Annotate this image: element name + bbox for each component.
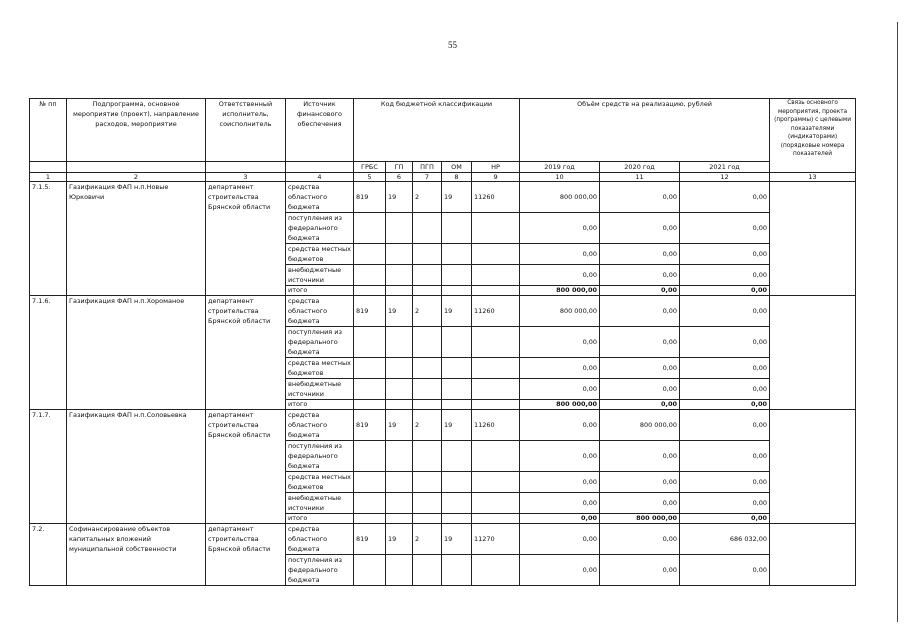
value-2021: 0,00 bbox=[680, 213, 770, 244]
value-2019: 0,00 bbox=[520, 472, 600, 493]
value-2021: 0,00 bbox=[680, 379, 770, 400]
source-label: средства областного бюджета bbox=[286, 524, 354, 555]
link-cell bbox=[770, 296, 856, 410]
code-nr: 11260 bbox=[472, 410, 520, 441]
item-executor: департамент строительства Брянской области bbox=[206, 296, 286, 410]
header-no: № пп bbox=[30, 99, 67, 162]
source-label: поступления из федерального бюджета bbox=[286, 441, 354, 472]
column-number: 12 bbox=[680, 173, 770, 182]
source-label: поступления из федерального бюджета bbox=[286, 327, 354, 358]
source-label: итого bbox=[286, 514, 354, 524]
value-2021: 0,00 bbox=[680, 441, 770, 472]
header-2020: 2020 год bbox=[600, 162, 680, 173]
source-label: внебюджетные источники bbox=[286, 493, 354, 514]
column-number: 7 bbox=[413, 173, 442, 182]
code-nr: 11260 bbox=[472, 296, 520, 327]
header-2019: 2019 год bbox=[520, 162, 600, 173]
code-gp: 19 bbox=[386, 410, 413, 441]
source-label: средства местных бюджетов bbox=[286, 472, 354, 493]
item-number: 7.2. bbox=[30, 524, 67, 586]
column-number: 5 bbox=[354, 173, 386, 182]
value-2021: 0,00 bbox=[680, 358, 770, 379]
column-number: 9 bbox=[472, 173, 520, 182]
value-2021: 0,00 bbox=[680, 265, 770, 286]
item-name: Софинансирование объектов капитальных вложений муниципальной собственности bbox=[67, 524, 206, 586]
value-2020: 0,00 bbox=[600, 441, 680, 472]
total-2019: 800 000,00 bbox=[520, 286, 600, 296]
value-2019: 0,00 bbox=[520, 441, 600, 472]
value-2020: 0,00 bbox=[600, 358, 680, 379]
source-label: средства областного бюджета bbox=[286, 296, 354, 327]
value-2020: 0,00 bbox=[600, 493, 680, 514]
value-2020: 0,00 bbox=[600, 213, 680, 244]
code-gp: 19 bbox=[386, 182, 413, 213]
code-grbs: 819 bbox=[354, 524, 386, 555]
value-2021: 0,00 bbox=[680, 327, 770, 358]
total-2021: 0,00 bbox=[680, 286, 770, 296]
total-2020: 0,00 bbox=[600, 400, 680, 410]
value-2021: 0,00 bbox=[680, 182, 770, 213]
code-pgp: 2 bbox=[413, 182, 442, 213]
total-2021: 0,00 bbox=[680, 514, 770, 524]
value-2021: 0,00 bbox=[680, 493, 770, 514]
value-2019: 800 000,00 bbox=[520, 182, 600, 213]
value-2021: 686 032,00 bbox=[680, 524, 770, 555]
source-label: итого bbox=[286, 400, 354, 410]
header-executor: Ответственный исполнитель, соисполнитель bbox=[206, 99, 286, 162]
value-2019: 0,00 bbox=[520, 379, 600, 400]
item-name: Газификация ФАП н.п.Новые Юрковичи bbox=[67, 182, 206, 296]
item-executor: департамент строительства Брянской области bbox=[206, 410, 286, 524]
code-grbs: 819 bbox=[354, 296, 386, 327]
value-2020: 0,00 bbox=[600, 265, 680, 286]
total-2020: 800 000,00 bbox=[600, 514, 680, 524]
code-nr: 11270 bbox=[472, 524, 520, 555]
value-2021: 0,00 bbox=[680, 472, 770, 493]
source-label: внебюджетные источники bbox=[286, 379, 354, 400]
header-subprogram: Подпрограмма, основное мероприятие (проект), направление расходов, мероприятие bbox=[67, 99, 206, 162]
item-executor: департамент строительства Брянской области bbox=[206, 182, 286, 296]
column-number-row bbox=[30, 173, 856, 182]
column-number: 6 bbox=[386, 173, 413, 182]
total-2020: 0,00 bbox=[600, 286, 680, 296]
header-pgp: ПГП bbox=[413, 162, 442, 173]
value-2019: 0,00 bbox=[520, 493, 600, 514]
value-2019: 0,00 bbox=[520, 265, 600, 286]
value-2021: 0,00 bbox=[680, 244, 770, 265]
value-2020: 0,00 bbox=[600, 379, 680, 400]
item-number: 7.1.7. bbox=[30, 410, 67, 524]
value-2019: 0,00 bbox=[520, 524, 600, 555]
code-pgp: 2 bbox=[413, 410, 442, 441]
value-2020: 0,00 bbox=[600, 296, 680, 327]
header-om: ОМ bbox=[442, 162, 472, 173]
value-2020: 0,00 bbox=[600, 244, 680, 265]
header-source: Источник финансового обеспечения bbox=[286, 99, 354, 162]
table-row bbox=[30, 410, 856, 441]
column-number: 13 bbox=[770, 173, 856, 182]
value-2021: 0,00 bbox=[680, 296, 770, 327]
source-label: средства местных бюджетов bbox=[286, 244, 354, 265]
column-number: 4 bbox=[286, 173, 354, 182]
header-link: Связь основного мероприятия, проекта (программы) с целевыми показателями (индикаторами) (порядковые номера показателей bbox=[770, 99, 856, 173]
total-2019: 800 000,00 bbox=[520, 400, 600, 410]
source-label: средства местных бюджетов bbox=[286, 358, 354, 379]
source-label: средства областного бюджета bbox=[286, 410, 354, 441]
source-label: внебюджетные источники bbox=[286, 265, 354, 286]
total-2019: 0,00 bbox=[520, 514, 600, 524]
total-2021: 0,00 bbox=[680, 400, 770, 410]
column-number: 3 bbox=[206, 173, 286, 182]
code-pgp: 2 bbox=[413, 524, 442, 555]
item-name: Газификация ФАП н.п.Соловьевка bbox=[67, 410, 206, 524]
item-name: Газификация ФАП н.п.Хороманое bbox=[67, 296, 206, 410]
link-cell bbox=[770, 524, 856, 586]
header-grbs: ГРБС bbox=[354, 162, 386, 173]
code-om: 19 bbox=[442, 182, 472, 213]
column-number: 11 bbox=[600, 173, 680, 182]
value-2019: 0,00 bbox=[520, 555, 600, 586]
column-number: 2 bbox=[67, 173, 206, 182]
scan-edge-line bbox=[897, 22, 898, 622]
table-row bbox=[30, 524, 856, 555]
code-gp: 19 bbox=[386, 296, 413, 327]
source-label: поступления из федерального бюджета bbox=[286, 213, 354, 244]
value-2020: 0,00 bbox=[600, 182, 680, 213]
source-label: средства областного бюджета bbox=[286, 182, 354, 213]
value-2019: 800 000,00 bbox=[520, 296, 600, 327]
value-2019: 0,00 bbox=[520, 213, 600, 244]
column-number: 8 bbox=[442, 173, 472, 182]
value-2019: 0,00 bbox=[520, 410, 600, 441]
header-budget-code: Код бюджетной классификации bbox=[354, 99, 520, 162]
value-2020: 0,00 bbox=[600, 524, 680, 555]
code-nr: 11260 bbox=[472, 182, 520, 213]
code-pgp: 2 bbox=[413, 296, 442, 327]
value-2021: 0,00 bbox=[680, 555, 770, 586]
item-number: 7.1.5. bbox=[30, 182, 67, 296]
value-2019: 0,00 bbox=[520, 358, 600, 379]
code-om: 19 bbox=[442, 410, 472, 441]
source-label: поступления из федерального бюджета bbox=[286, 555, 354, 586]
column-number: 1 bbox=[30, 173, 67, 182]
header-gp: ГП bbox=[386, 162, 413, 173]
code-grbs: 819 bbox=[354, 182, 386, 213]
source-label: итого bbox=[286, 286, 354, 296]
link-cell bbox=[770, 182, 856, 296]
column-number: 10 bbox=[520, 173, 600, 182]
value-2020: 0,00 bbox=[600, 327, 680, 358]
header-2021: 2021 год bbox=[680, 162, 770, 173]
header-volume: Объём средств на реализацию, рублей bbox=[520, 99, 770, 162]
code-grbs: 819 bbox=[354, 410, 386, 441]
code-gp: 19 bbox=[386, 524, 413, 555]
code-om: 19 bbox=[442, 524, 472, 555]
header-nr: НР bbox=[472, 162, 520, 173]
value-2020: 0,00 bbox=[600, 555, 680, 586]
budget-table bbox=[29, 98, 856, 586]
page-number: 55 bbox=[448, 40, 457, 50]
value-2020: 0,00 bbox=[600, 472, 680, 493]
link-cell bbox=[770, 410, 856, 524]
table-row bbox=[30, 182, 856, 213]
value-2020: 800 000,00 bbox=[600, 410, 680, 441]
item-number: 7.1.6. bbox=[30, 296, 67, 410]
item-executor: департамент строительства Брянской области bbox=[206, 524, 286, 586]
value-2019: 0,00 bbox=[520, 244, 600, 265]
table-row bbox=[30, 296, 856, 327]
code-om: 19 bbox=[442, 296, 472, 327]
value-2019: 0,00 bbox=[520, 327, 600, 358]
value-2021: 0,00 bbox=[680, 410, 770, 441]
